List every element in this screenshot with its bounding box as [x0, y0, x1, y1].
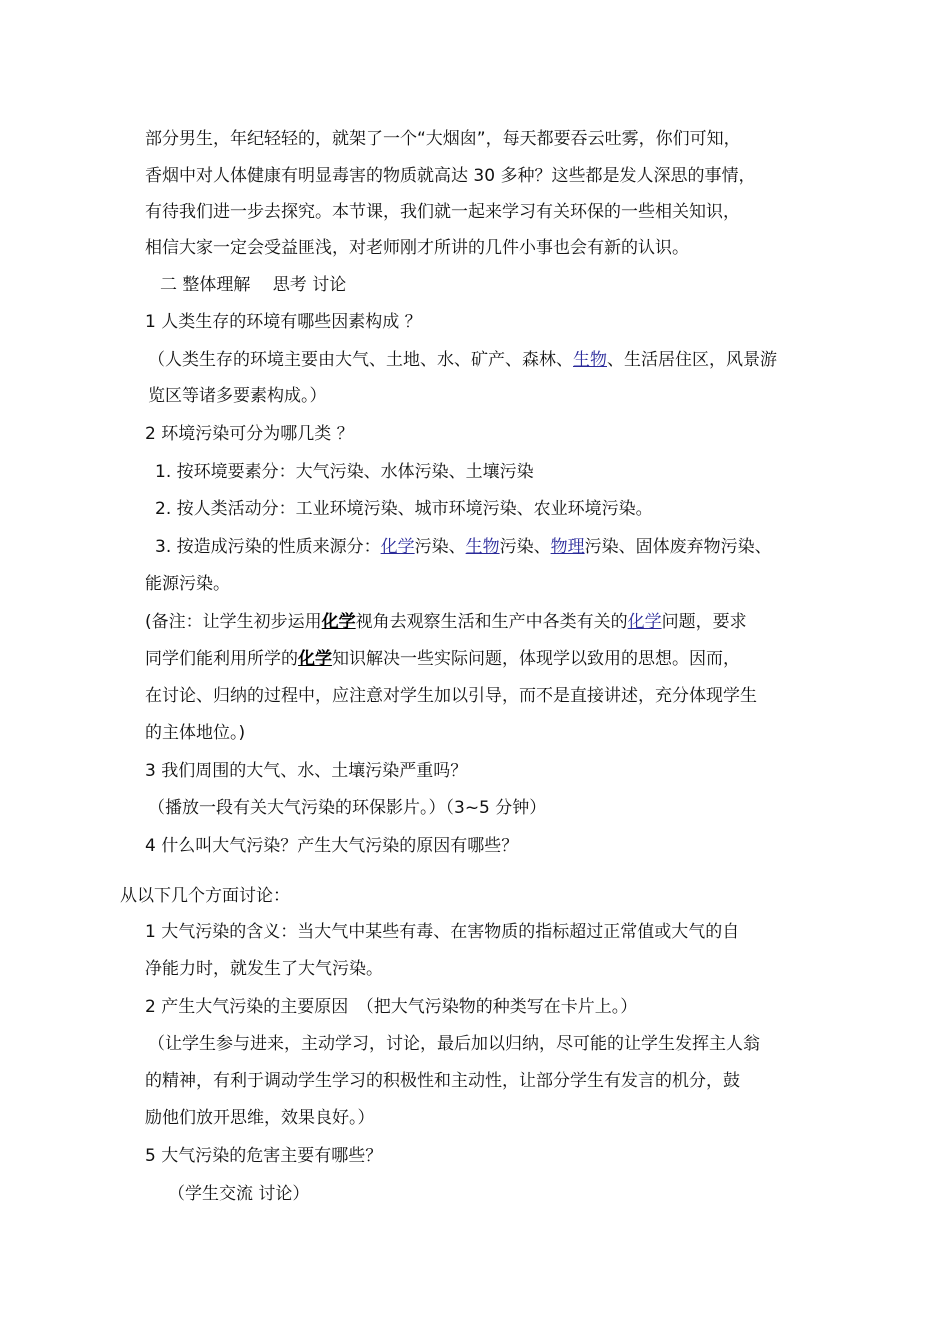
link-chemistry[interactable]: 化学 [380, 537, 415, 557]
note-text-b: 视角去观察生活和生产中各类有关的 [355, 612, 628, 632]
question-4: 4 什么叫大气污染？产生大气污染的原因有哪些？ [145, 836, 519, 856]
discussion-heading: 从以下几个方面讨论： [120, 886, 290, 906]
answer-1-text-a: （人类生存的环境主要由大气、土地、水、矿产、森林、 [148, 350, 573, 370]
link-biology[interactable]: 生物 [573, 350, 607, 370]
list-item-3-prefix: 3. 按造成污染的性质来源分： [155, 537, 381, 557]
list-item-3-text-1: 污染、 [414, 537, 466, 557]
note-text-c: 问题，要求 [661, 612, 747, 632]
note-line-4: 的主体地位。) [145, 723, 246, 743]
answer-1-line-1 [148, 348, 777, 372]
note-line-1 [145, 610, 747, 634]
discussion-2-line-1: 2 产生大气污染的主要原因 （把大气污染物的种类写在卡片上。） [145, 997, 638, 1017]
note-text-d: 同学们能利用所学的 [145, 649, 298, 669]
list-item-3 [155, 535, 772, 559]
question-3: 3 我们周围的大气、水、土壤污染严重吗？ [145, 761, 468, 781]
note-line-2 [145, 647, 740, 671]
answer-1-line-2: 览区等诸多要素构成。） [148, 386, 327, 406]
discussion-1-line-1: 1 大气污染的含义：当大气中某些有毒、在害物质的指标超过正常值或大气的自 [145, 922, 740, 942]
paragraph-intro-line-1: 部分男生，年纪轻轻的，就架了一个“大烟囱”，每天都要吞云吐雾，你们可知， [145, 129, 741, 149]
link-chemistry-bold-2[interactable]: 化学 [298, 649, 332, 669]
link-chemistry-2[interactable]: 化学 [627, 612, 662, 632]
discussion-2-answer-line-2: 的精神，有利于调动学生学习的积极性和主动性，让部分学生有发言的机分，鼓 [145, 1071, 740, 1091]
paragraph-intro-line-4: 相信大家一定会受益匪浅，对老师刚才所讲的几件小事也会有新的认识。 [145, 238, 689, 258]
discussion-1-line-2: 净能力时，就发生了大气污染。 [145, 959, 383, 979]
link-physics[interactable]: 物理 [550, 537, 585, 557]
note-text-a: (备注：让学生初步运用 [145, 612, 322, 632]
list-item-2: 2. 按人类活动分：工业环境污染、城市环境污染、农业环境污染。 [155, 499, 653, 519]
note-text-e: 知识解决一些实际问题，体现学以致用的思想。因而， [332, 649, 740, 669]
discussion-2-answer-line-1: （让学生参与进来，主动学习，讨论，最后加以归纳，尽可能的让学生发挥主人翁 [148, 1034, 760, 1054]
answer-3: （播放一段有关大气污染的环保影片。）（3~5 分钟） [148, 798, 547, 818]
list-item-3-text-2: 污染、 [499, 537, 551, 557]
paragraph-intro-line-2: 香烟中对人体健康有明显毒害的物质就高达 30 多种？这些都是发人深思的事情， [145, 166, 756, 186]
paragraph-intro-line-3: 有待我们进一步去探究。本节课，我们就一起来学习有关环保的一些相关知识， [145, 202, 740, 222]
discussion-2-answer-line-3: 励他们放开思维，效果良好。） [145, 1108, 375, 1128]
section-heading: 二 整体理解 思考 讨论 [160, 275, 347, 295]
note-line-3: 在讨论、归纳的过程中，应注意对学生加以引导，而不是直接讲述，充分体现学生 [145, 686, 757, 706]
list-item-3-text-3: 污染、固体废弃物污染、 [584, 537, 772, 557]
answer-5: （学生交流 讨论） [168, 1184, 310, 1204]
link-biology-2[interactable]: 生物 [465, 537, 500, 557]
question-2: 2 环境污染可分为哪几类 ？ [145, 424, 354, 444]
answer-1-text-b: 、生活居住区，风景游 [607, 350, 777, 370]
link-chemistry-bold[interactable]: 化学 [321, 612, 356, 632]
question-1: 1 人类生存的环境有哪些因素构成 ？ [145, 312, 422, 332]
list-item-1: 1. 按环境要素分：大气污染、水体污染、土壤污染 [155, 462, 534, 482]
list-item-3-continued: 能源污染。 [145, 574, 230, 594]
question-5: 5 大气污染的危害主要有哪些？ [145, 1146, 383, 1166]
